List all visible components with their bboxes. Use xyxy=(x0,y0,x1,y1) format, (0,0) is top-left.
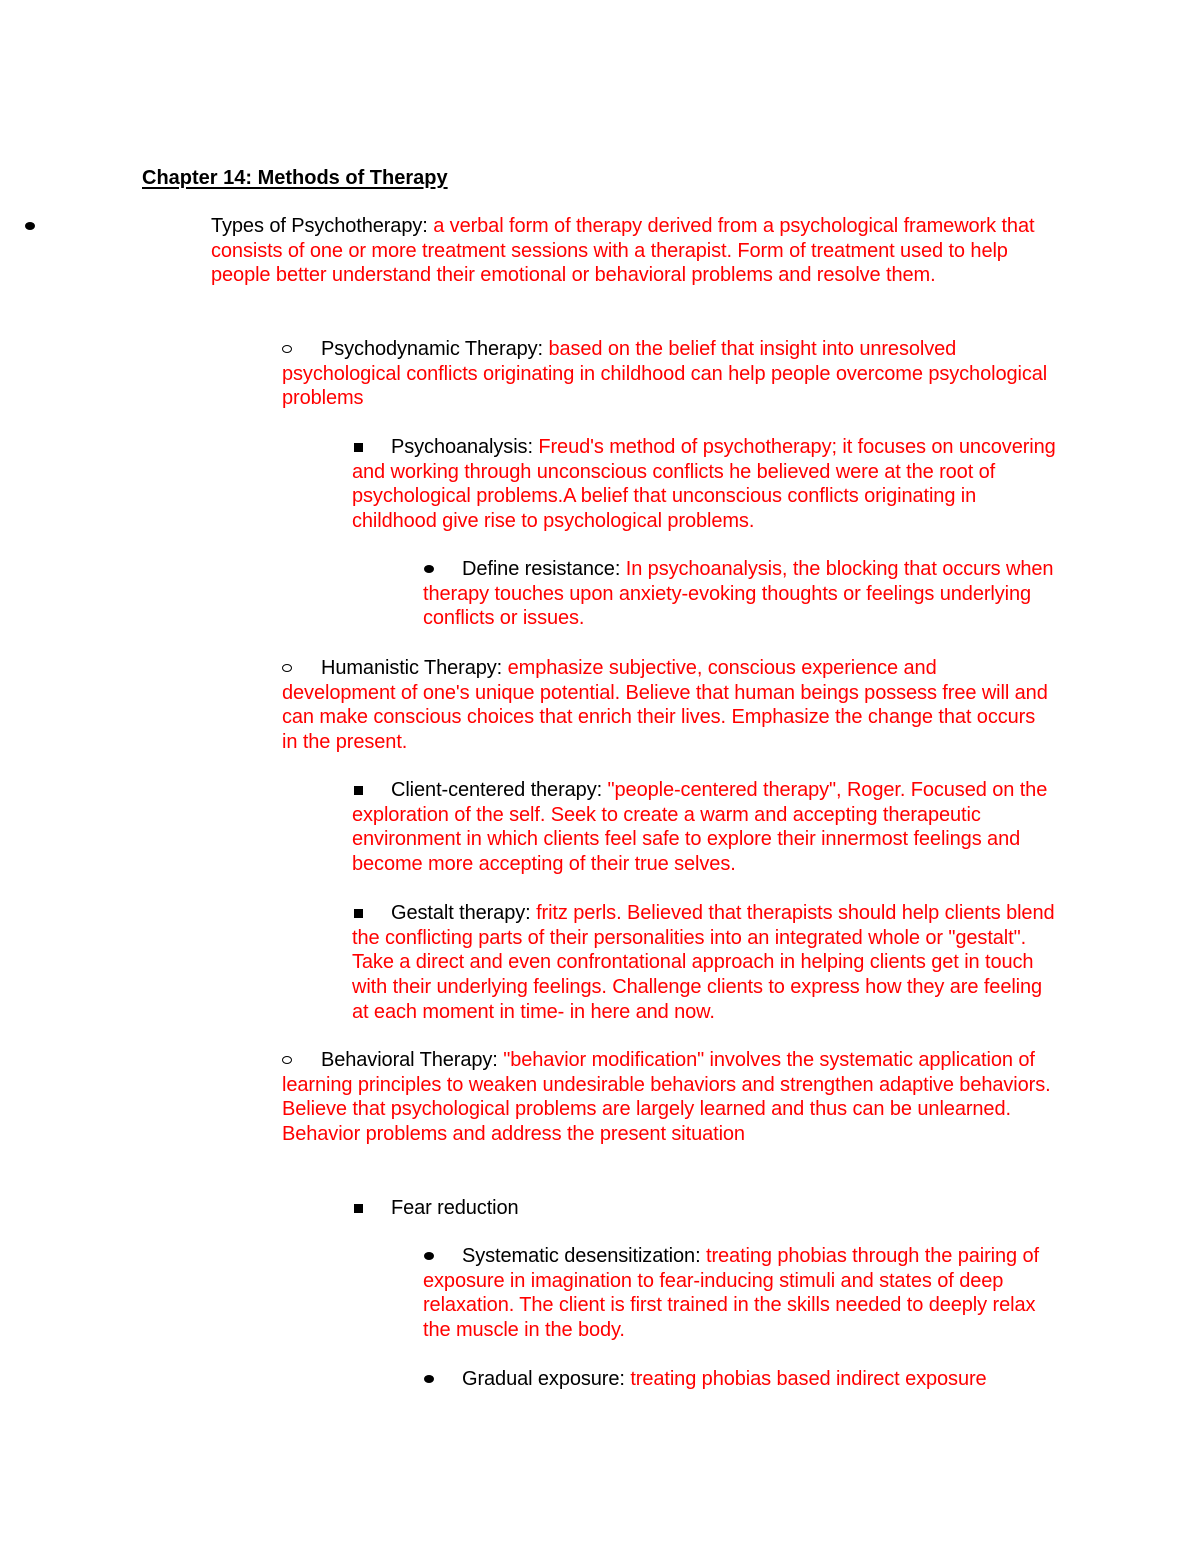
list-item-humanistic-therapy xyxy=(282,656,1052,755)
definition-text: emphasize subjective, conscious experience and development of one's unique potential. Believe that human beings possess free will and can make conscious choices that enrich their lives. Emphasize the change that occurs in the present. xyxy=(282,657,1048,754)
term-label: Gestalt therapy: xyxy=(391,902,531,924)
bullet-square-icon xyxy=(354,443,363,452)
bullet-disc-icon xyxy=(25,222,35,230)
term-label: Gradual exposure: xyxy=(462,1368,625,1390)
bullet-circle-icon xyxy=(282,664,292,672)
list-item-define-resistance xyxy=(423,557,1063,631)
term-label: Define resistance: xyxy=(462,558,621,580)
term-label: Psychoanalysis: xyxy=(391,436,533,458)
term-label: Systematic desensitization: xyxy=(462,1245,701,1267)
definition-text: "behavior modification" involves the systematic application of learning principles to weaken undesirable behaviors and strengthen adaptive behaviors. Believe that psychological problems are largely learned and thus can be unlearned. Behavior problems and address the present situation xyxy=(282,1049,1051,1146)
bullet-disc-icon xyxy=(424,1375,434,1383)
term-label: Client-centered therapy: xyxy=(391,779,603,801)
definition-text: treating phobias based indirect exposure xyxy=(630,1368,987,1390)
list-item-types-of-psychotherapy xyxy=(211,214,1061,288)
bullet-square-icon xyxy=(354,786,363,795)
definition-text: fritz perls. Believed that therapists should help clients blend the conflicting parts of their personalities into an integrated whole or "gestalt". Take a direct and even confrontational approach in helping clients get in touch with their underlying feelings. Challenge clients to express how they are feeling at each moment in time- in here and now. xyxy=(352,902,1055,1023)
list-item-gestalt-therapy xyxy=(352,901,1062,1025)
term-label: Types of Psychotherapy: xyxy=(211,215,428,237)
list-item-systematic-desensitization xyxy=(423,1244,1063,1343)
definition-text: Freud's method of psychotherapy; it focuses on uncovering and working through unconscious conflicts he believed were at the root of psychological problems.A belief that unconscious conflicts originating in childhood give rise to psychological problems. xyxy=(352,436,1056,533)
list-item-behavioral-therapy xyxy=(282,1048,1052,1147)
list-item-psychoanalysis xyxy=(352,435,1062,534)
list-item-client-centered-therapy xyxy=(352,778,1062,877)
definition-text: based on the belief that insight into unresolved psychological conflicts originating in childhood can help people overcome psychological problems xyxy=(282,338,1048,410)
bullet-circle-icon xyxy=(282,1056,292,1064)
definition-text: a verbal form of therapy derived from a psychological framework that consists of one or more treatment sessions with a therapist. Form of treatment used to help people better understand their emotional or behavioral problems and resolve them. xyxy=(211,215,1035,287)
term-label: Behavioral Therapy: xyxy=(321,1049,498,1071)
bullet-circle-icon xyxy=(282,345,292,353)
definition-text: "people-centered therapy", Roger. Focused on the exploration of the self. Seek to create a warm and accepting therapeutic environment in which clients feel safe to explore their innermost feelings and become more accepting of their true selves. xyxy=(352,779,1048,876)
list-item-psychodynamic-therapy xyxy=(282,337,1052,411)
definition-text: In psychoanalysis, the blocking that occurs when therapy touches upon anxiety-evoking thoughts or feelings underlying conflicts or issues. xyxy=(423,558,1054,630)
bullet-disc-icon xyxy=(424,1252,434,1260)
term-label: Psychodynamic Therapy: xyxy=(321,338,543,360)
list-item-gradual-exposure xyxy=(423,1367,1063,1392)
list-item-fear-reduction xyxy=(352,1196,1062,1221)
definition-text: treating phobias through the pairing of exposure in imagination to fear-inducing stimuli and states of deep relaxation. The client is first trained in the skills needed to deeply relax the muscle in the body. xyxy=(423,1245,1040,1342)
bullet-square-icon xyxy=(354,1204,363,1213)
bullet-disc-icon xyxy=(424,565,434,573)
term-label: Fear reduction xyxy=(391,1197,519,1219)
bullet-square-icon xyxy=(354,909,363,918)
document-title: Chapter 14: Methods of Therapy xyxy=(142,167,448,189)
term-label: Humanistic Therapy: xyxy=(321,657,503,679)
